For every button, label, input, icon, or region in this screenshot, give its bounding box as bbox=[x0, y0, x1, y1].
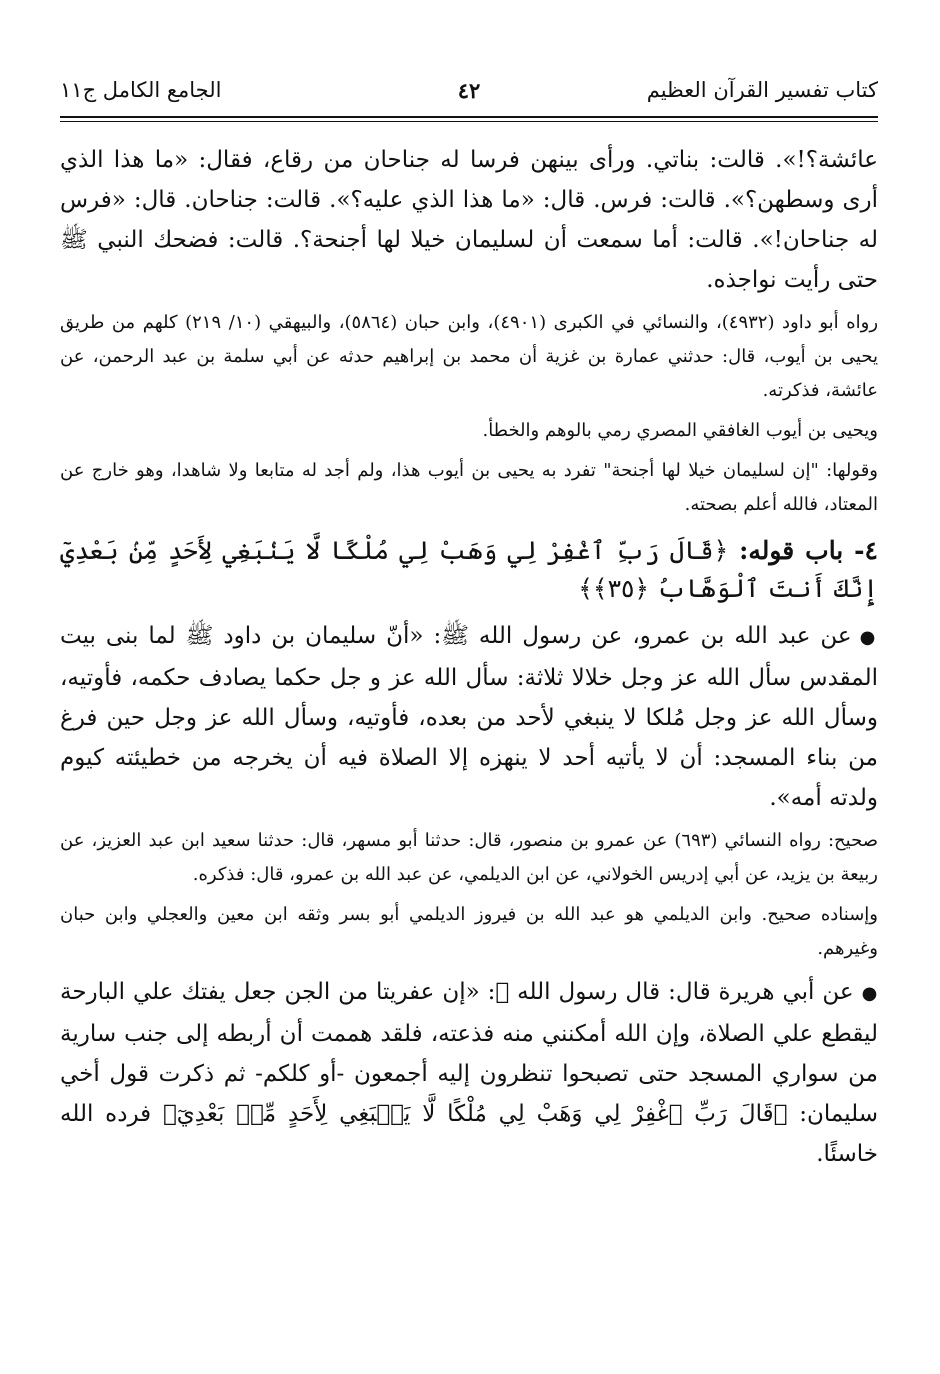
page-header bbox=[60, 78, 878, 112]
volume-title: الجامع الكامل ج١١ bbox=[60, 78, 222, 102]
book-title: كتاب تفسير القرآن العظيم bbox=[646, 78, 878, 102]
takhrij-note: رواه أبو داود (٤٩٣٢)، والنسائي في الكبرى (٤٩٠١)، وابن حبان (٥٨٦٤)، والبيهقي (١٠/ ٢١٩) كلهم من طريق يحيى بن أيوب، قال: حدثني عمارة بن غزية أن محمد بن إبراهيم حدثه عن أبي سلمة بن عبد الرحمن، عن عائشة، فذكرته. bbox=[60, 312, 879, 401]
page-number: ٤٢ bbox=[457, 78, 481, 103]
header-rule-thin bbox=[60, 121, 878, 122]
bullet-icon: ● bbox=[861, 983, 879, 1004]
hadith-body: عن عبد الله بن عمرو، عن رسول الله ﷺ: «أنّ سليمان بن داود ﷺ لما بنى بيت المقدس سأل الله عز وجل خلالا ثلاثة: سأل الله عز و جل حكما يصادف حكمه، فأوتيه، وسأل الله عز وجل مُلكا لا ينبغي لأحد من بعده، فأوتيه، وسأل الله عز وجل حين فرغ من بناء المسجد: أن لا يأتيه أحد لا ينهزه إلا الصلاة فيه أن يخرجه من خطيئته كيوم ولدته أمه». bbox=[60, 623, 878, 811]
commentary-note: وقولها: "إن لسليمان خيلا لها أجنحة" تفرد به يحيى بن أيوب هذا، ولم أجد له متابعا ولا شاهدا، وهو خارج عن المعتاد، فالله أعلم بصحته. bbox=[60, 460, 878, 515]
hadith-body: عن أبي هريرة قال: قال رسول الله ﷺ: «إن عفريتا من الجن جعل يفتك علي البارحة ليقطع علي الصلاة، وإن الله أمكنني منه فذعته، فلقد هممت أن أربطه إلى جنب سارية من سواري المسجد حتى تصبحوا تنظرون إليه أجمعون -أو كلكم- ثم ذكرت قول أخي سليمان: ﴿قَالَ رَبِّ ٱغْفِرْ لِي وَهَبْ لِي مُلْكًا لَّا يَنۢبَغِي لِأَحَدٍ مِّنۢ بَعْدِيٓ﴾ فرده الله خاسئًا. bbox=[60, 979, 878, 1167]
narrator-note: ويحيى بن أيوب الغافقي المصري رمي بالوهم والخطأ. bbox=[482, 420, 878, 441]
chapter-title: ٤- باب قوله: bbox=[739, 536, 878, 565]
hadith-text bbox=[60, 972, 878, 1174]
quran-verse: ﴿قَالَ رَبِّ ٱغْفِرْ لِي وَهَبْ لِي مُلْكًا لَّا يَنۢبَغِي لِأَحَدٍ مِّنۢ بَعْدِيٓ إِنَّكَ أَنتَ ٱلْوَهَّابُ ﴿٣٥﴾﴾ bbox=[60, 536, 878, 603]
header-rule-thick bbox=[60, 116, 878, 118]
page-body bbox=[60, 140, 878, 1180]
isnad-note: وإسناده صحيح. وابن الديلمي هو عبد الله بن فيروز الديلمي أبو بسر وثقه ابن معين والعجلي وابن حبان وغيرهم. bbox=[60, 904, 878, 959]
hadith-text: عائشة؟!». قالت: بناتي. ورأى بينهن فرسا له جناحان من رقاع، فقال: «ما هذا الذي أرى وسطهن؟». قالت: فرس. قال: «ما هذا الذي عليه؟». قالت: جناحان. قال: «فرس له جناحان!». قالت: أما سمعت أن لسليمان خيلا لها أجنحة؟. قالت: فضحك النبي ﷺ حتى رأيت نواجذه. bbox=[60, 147, 878, 293]
chapter-heading bbox=[60, 532, 878, 608]
takhrij-note: صحيح: رواه النسائي (٦٩٣) عن عمرو بن منصور، قال: حدثنا أبو مسهر، قال: حدثنا سعيد ابن عبد العزيز، عن ربيعة بن يزيد، عن أبي إدريس الخولاني، عن ابن الديلمي، عن عبد الله بن عمرو، قال: فذكره. bbox=[60, 830, 878, 885]
bullet-icon: ● bbox=[859, 627, 878, 648]
hadith-text bbox=[60, 616, 878, 818]
